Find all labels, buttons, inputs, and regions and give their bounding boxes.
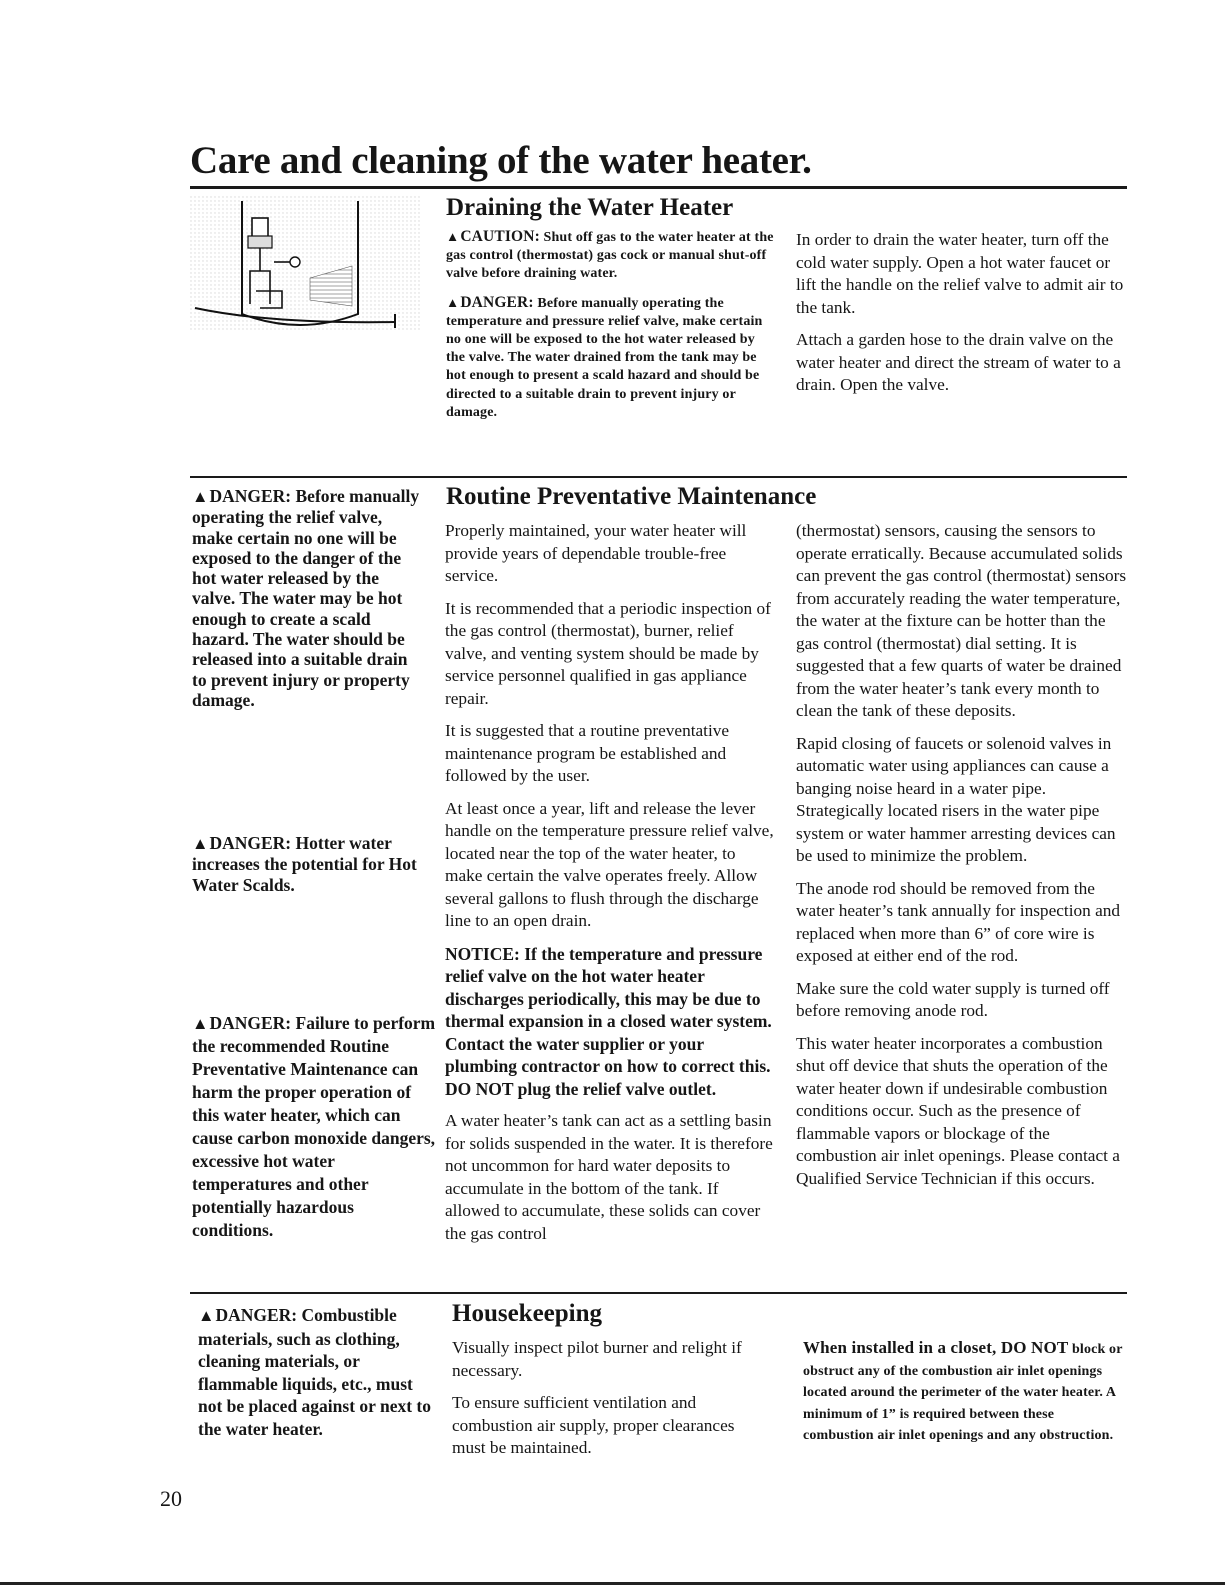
side-danger-maintenance	[192, 1012, 438, 1242]
draining-warnings	[446, 228, 776, 432]
maintenance-paragraph: It is recommended that a periodic inspection of the gas control (thermostat), burner, relief valve, and venting system should be made by service personnel qualified in gas appliance repair.	[445, 598, 771, 708]
warning-triangle-icon: ▲	[446, 294, 460, 310]
notice-text: NOTICE: If the temperature and pressure relief valve on the hot water heater discharges periodically, this may be due to thermal expansion in a closed water system. Contact the water supplier or your plumbing contractor on how to correct this. DO NOT plug the relief valve outlet.	[445, 943, 772, 1099]
danger-label: DANGER:	[215, 1305, 298, 1325]
maintenance-middle-column	[445, 520, 775, 1255]
danger-text: Before manually operating the temperature and pressure relief valve, make certain no one will be exposed to the hot water released by the valve. The water drained from the tank may be hot enough to present a scald hazard and should be directed to a suitable drain to prevent injury or damage.	[446, 295, 763, 420]
maintenance-heading: Routine Preventative Maintenance	[446, 483, 817, 510]
draining-heading: Draining the Water Heater	[446, 194, 734, 221]
maintenance-paragraph: A water heater’s tank can act as a settling basin for solids suspended in the water. It is therefore not uncommon for hard water deposits to accumulate in the bottom of the tank. If allowed to accumulate, these solids can cover the gas control	[445, 1111, 773, 1243]
danger-text: Hotter water increases the potential for Hot Water Scalds.	[192, 833, 417, 895]
page-number: 20	[160, 1486, 182, 1511]
draining-instructions	[796, 229, 1126, 407]
warning-triangle-icon: ▲	[192, 487, 209, 506]
warning-triangle-icon: ▲	[198, 1306, 215, 1325]
danger-label: DANGER:	[209, 486, 292, 506]
danger-text: Combustible materials, such as clothing, cleaning materials, or flammable liquids, etc., must not be placed against or next to the water heater.	[198, 1305, 432, 1439]
caution-notice	[446, 228, 776, 284]
draining-paragraph: In order to drain the water heater, turn off the cold water supply. Open a hot water faucet or lift the handle on the relief valve to admit air to the tank.	[796, 230, 1124, 317]
housekeeping-middle-column	[452, 1337, 772, 1470]
closet-text: block or obstruct any of the combustion air inlet openings located around the perimeter of the water heater. A minimum of 1” is required between these combustion air inlet openings and any obstruction.	[803, 1342, 1123, 1443]
danger-notice	[446, 294, 776, 422]
housekeeping-heading: Housekeeping	[452, 1300, 603, 1327]
warning-triangle-icon: ▲	[192, 834, 209, 853]
title-rule	[190, 186, 1127, 189]
maintenance-paragraph: Rapid closing of faucets or solenoid valves in automatic water using appliances can cause a banging noise heard in a water pipe. Strategically located risers in the water pipe system or water hammer arresting devices can be used to minimize the problem.	[796, 733, 1116, 865]
closet-lead: When installed in a closet, DO NOT	[803, 1338, 1069, 1357]
side-danger-relief-valve	[192, 486, 424, 710]
draining-paragraph: Attach a garden hose to the drain valve on the water heater and direct the stream of water to a drain. Open the valve.	[796, 330, 1121, 394]
caution-text: Shut off gas to the water heater at the gas control (thermostat) gas cock or manual shut-off valve before draining water.	[446, 230, 774, 282]
maintenance-right-column	[796, 520, 1128, 1200]
side-danger-combustible	[198, 1304, 438, 1440]
section-divider	[190, 1292, 1127, 1294]
danger-text: Failure to perform the recommended Routine Preventative Maintenance can harm the proper operation of this water heater, which can cause carbon monoxide dangers, excessive hot water temperatures and other potentially hazardous conditions.	[192, 1013, 436, 1240]
warning-triangle-icon: ▲	[192, 1014, 209, 1033]
danger-text: Before manually operating the relief valve, make certain no one will be exposed to the danger of the hot water released by the valve. The water may be hot enough to create a scald hazard. The water should be released into a suitable drain to prevent injury or property damage.	[192, 486, 420, 710]
maintenance-paragraph: The anode rod should be removed from the water heater’s tank annually for inspection and replaced when more than 6” of core wire is exposed at either end of the rod.	[796, 878, 1121, 965]
maintenance-paragraph: Make sure the cold water supply is turned off before removing anode rod.	[796, 978, 1110, 1020]
water-heater-drain-valve-illustration	[190, 196, 420, 336]
maintenance-paragraph: Properly maintained, your water heater will provide years of dependable trouble-free service.	[445, 521, 747, 585]
maintenance-paragraph: (thermostat) sensors, causing the sensors to operate erratically. Because accumulated solids can prevent the gas control (thermostat) sensors from accurately reading the water temperature, the water at the fixture can be hotter than the gas control (thermostat) dial setting. It is suggested that a few quarts of water be drained from the water heater’s tank every month to clean the tank of these deposits.	[796, 521, 1127, 720]
maintenance-paragraph: This water heater incorporates a combustion shut off device that shuts the operation of the water heater down if undesirable combustion conditions occur. Such as the presence of flammable vapors or blockage of the combustion air inlet openings. Please contact a Qualified Service Technician if this occurs.	[796, 1033, 1120, 1188]
side-danger-hot-water	[192, 833, 424, 895]
housekeeping-paragraph: Visually inspect pilot burner and relight if necessary.	[452, 1338, 742, 1380]
housekeeping-paragraph: To ensure sufficient ventilation and combustion air supply, proper clearances must be maintained.	[452, 1393, 735, 1457]
closet-clearance-notice	[803, 1337, 1128, 1447]
danger-label: DANGER:	[209, 1013, 292, 1033]
maintenance-paragraph: At least once a year, lift and release the lever handle on the temperature pressure relief valve, located near the top of the water heater, to make certain the valve operates freely. Allow several gallons to flush through the discharge line to an open drain.	[445, 798, 774, 930]
caution-label: CAUTION:	[460, 228, 540, 245]
section-divider	[190, 476, 1127, 478]
page-title: Care and cleaning of the water heater.	[190, 139, 812, 182]
maintenance-paragraph: It is suggested that a routine preventative maintenance program be established and followed by the user.	[445, 721, 730, 785]
danger-label: DANGER:	[460, 293, 534, 311]
danger-label: DANGER:	[209, 833, 292, 853]
warning-triangle-icon: ▲	[446, 229, 460, 244]
